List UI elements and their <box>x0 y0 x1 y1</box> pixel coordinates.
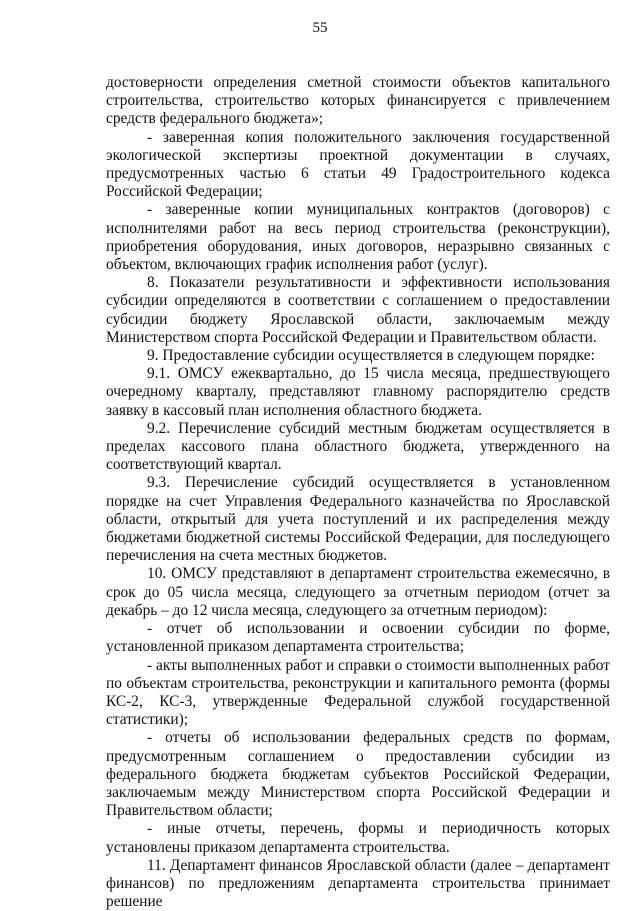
paragraph-9-3: 9.3. Перечисление субсидий осуществляется в установленном порядке на счет Управления Федерального казначейства по Ярославской области, открытый для учета поступлений и их распределения между бюджетами бюджетной системы Российской Федерации, для последующего перечисления на счета местных бюджетов. <box>106 474 610 565</box>
paragraph-10: 10. ОМСУ представляют в департамент строительства ежемесячно, в срок до 05 числа месяца, следующего за отчетным периодом (отчет за декабрь – до 12 числа месяца, следующего за отчетным периодом): <box>106 565 610 619</box>
paragraph-8: 8. Показатели результативности и эффективности использования субсидии определяются в соответствии с соглашением о предоставлении субсидии бюджету Ярославской области, заключаемым между Министерством спорта Российской Федерации и Правительством области. <box>106 274 610 346</box>
paragraph-contract-copies: - заверенные копии муниципальных контрактов (договоров) с исполнителями работ на весь период строительства (реконструкции), приобретения оборудования, иных договоров, неразрывно связанных с объектом, включающих график исполнения работ (услуг). <box>106 201 610 274</box>
paragraph-acts-completed: - акты выполненных работ и справки о стоимости выполненных работ по объектам строительства, реконструкции и капитального ремонта (формы КС-2, КС-3, утвержденные Федеральной службой государственной статистики); <box>106 656 610 729</box>
paragraph-federal-reports: - отчеты об использовании федеральных средств по формам, предусмотренным соглашением о предоставлении субсидии из федерального бюджета бюджетам субъектов Российской Федерации, заключаемым между Министерством спорта Российской Федерации и Правительством области; <box>106 729 610 820</box>
paragraph-9: 9. Предоставление субсидии осуществляется в следующем порядке: <box>147 347 595 365</box>
document-body <box>106 74 610 911</box>
paragraph-11: 11. Департамент финансов Ярославской области (далее – департамент финансов) по предложениям департамента строительства принимает решение <box>106 856 610 911</box>
page-number: 55 <box>312 20 328 36</box>
paragraph-report-usage: - отчет об использовании и освоении субсидии по форме, установленной приказом департамента строительства; <box>106 620 610 656</box>
paragraph-continuation: достоверности определения сметной стоимости объектов капитального строительства, строительство которых финансируется с привлечением средств федерального бюджета»; <box>106 74 610 128</box>
paragraph-other-reports: - иные отчеты, перечень, формы и периодичность которых установлены приказом департамента строительства. <box>106 820 610 856</box>
paragraph-9-1: 9.1. ОМСУ ежеквартально, до 15 числа месяца, предшествующего очередному кварталу, представляют главному распорядителю средств заявку в кассовый план исполнения областного бюджета. <box>106 365 610 419</box>
paragraph-expertise-copy: - заверенная копия положительного заключения государственной экологической экспертизы проектной документации в случаях, предусмотренных частью 6 статьи 49 Градостроительного кодекса Российской Федерации; <box>106 128 610 201</box>
paragraph-9-2: 9.2. Перечисление субсидий местным бюджетам осуществляется в пределах кассового плана областного бюджета, утвержденного на соответствующий квартал. <box>106 419 610 474</box>
